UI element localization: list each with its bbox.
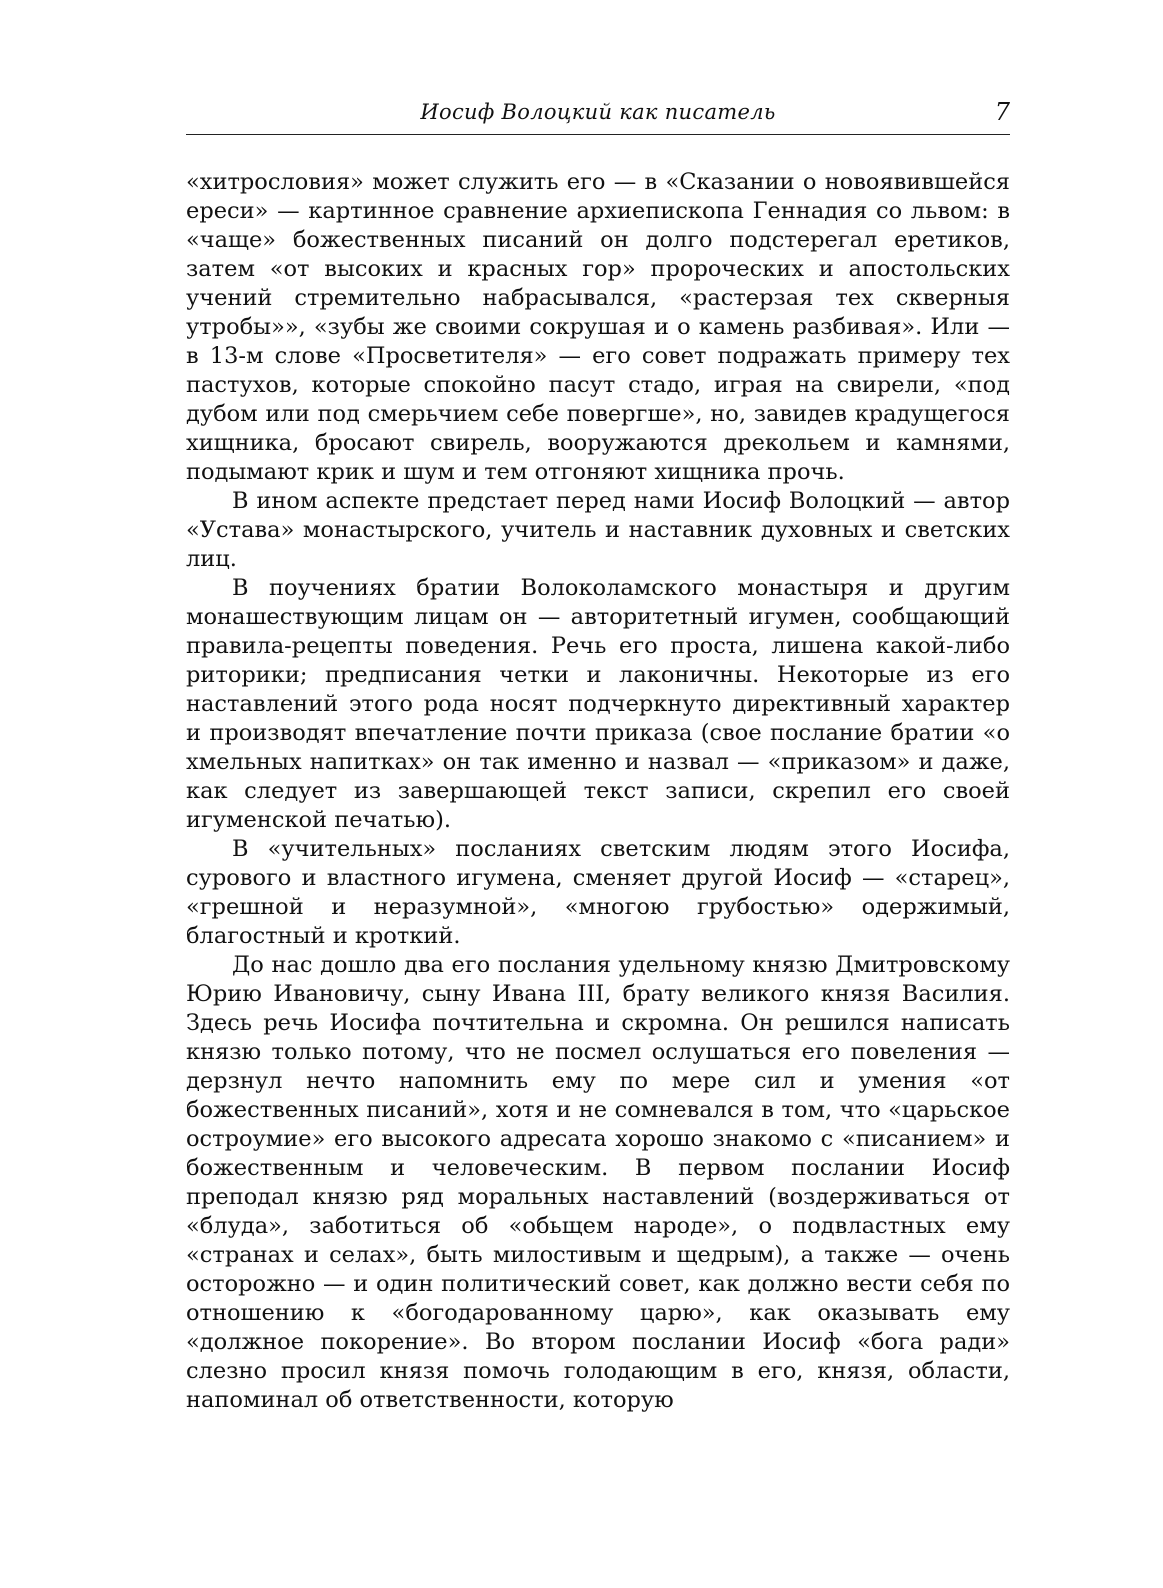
running-title: Иосиф Волоцкий как писатель xyxy=(420,100,776,124)
paragraph: В поучениях братии Волоколамского монастыря и другим монашествующим лицам он — авторитетный игумен, сообщающий правила-рецепты поведения. Речь его проста, лишена какой-либо риторики; предписания четки и лаконичны. Некоторые из его наставлений этого рода носят подчеркнуто директивный характер и производят впечатление почти приказа (свое послание братии «о хмельных напитках» он так именно и назвал — «приказом» и даже, как следует из завершающей текст записи, скрепил его своей игуменской печатью). xyxy=(186,575,1010,833)
paragraph: В «учительных» посланиях светским людям этого Иосифа, сурового и властного игумена, сменяет другой Иосиф — «старец», «грешной и неразумной», «многою грубостью» одержимый, благостный и кроткий. xyxy=(186,836,1010,949)
paragraph: В ином аспекте предстает перед нами Иосиф Волоцкий — автор «Устава» монастырского, учитель и наставник духовных и светских лиц. xyxy=(186,488,1010,572)
paragraph-continued: «хитрословия» может служить его — в «Сказании о новоявившейся ереси» — картинное сравнение архиепископа Геннадия со львом: в «чаще» божественных писаний он долго подстерегал еретиков, затем «от высоких и красных гор» пророческих и апостольских учений стремительно набрасывался, «растерзая тех скверныя утробы»», «зубы же своими сокрушая и о камень разбивая». Или — в 13-м слове «Просветителя» — его совет подражать примеру тех пастухов, которые спокойно пасут стадо, играя на свирели, «под дубом или под смерьчием себе повергше», но, завидев крадущегося хищника, бросают свирель, вооружаются дрекольем и камнями, подымают крик и шум и тем отгоняют хищника прочь. xyxy=(186,169,1010,485)
body-text xyxy=(186,168,1010,1415)
page-number: 7 xyxy=(994,98,1010,126)
paragraph: До нас дошло два его послания удельному князю Дмитровскому Юрию Ивановичу, сыну Ивана III, брату великого князя Василия. Здесь речь Иосифа почтительна и скромна. Он решился написать князю только потому, что не посмел ослушаться его повеления — дерзнул нечто напомнить ему по мере сил и умения «от божественных писаний», хотя и не сомневался в том, что «царьское остроумие» его высокого адресата хорошо знакомо с «писанием» и божественным и человеческим. В первом послании Иосиф преподал князю ряд моральных наставлений (воздерживаться от «блуда», заботиться об «обьщем народе», о подвластных ему «странах и селах», быть милостивым и щедрым), а также — очень осторожно — и один политический совет, как должно вести себя по отношению к «богодарованному царю», как оказывать ему «должное покорение». Во втором послании Иосиф «бога ради» слезно просил князя помочь голодающим в его, князя, области, напоминал об ответственности, которую xyxy=(186,952,1010,1413)
header-rule xyxy=(186,134,1010,135)
running-head xyxy=(186,100,1010,136)
